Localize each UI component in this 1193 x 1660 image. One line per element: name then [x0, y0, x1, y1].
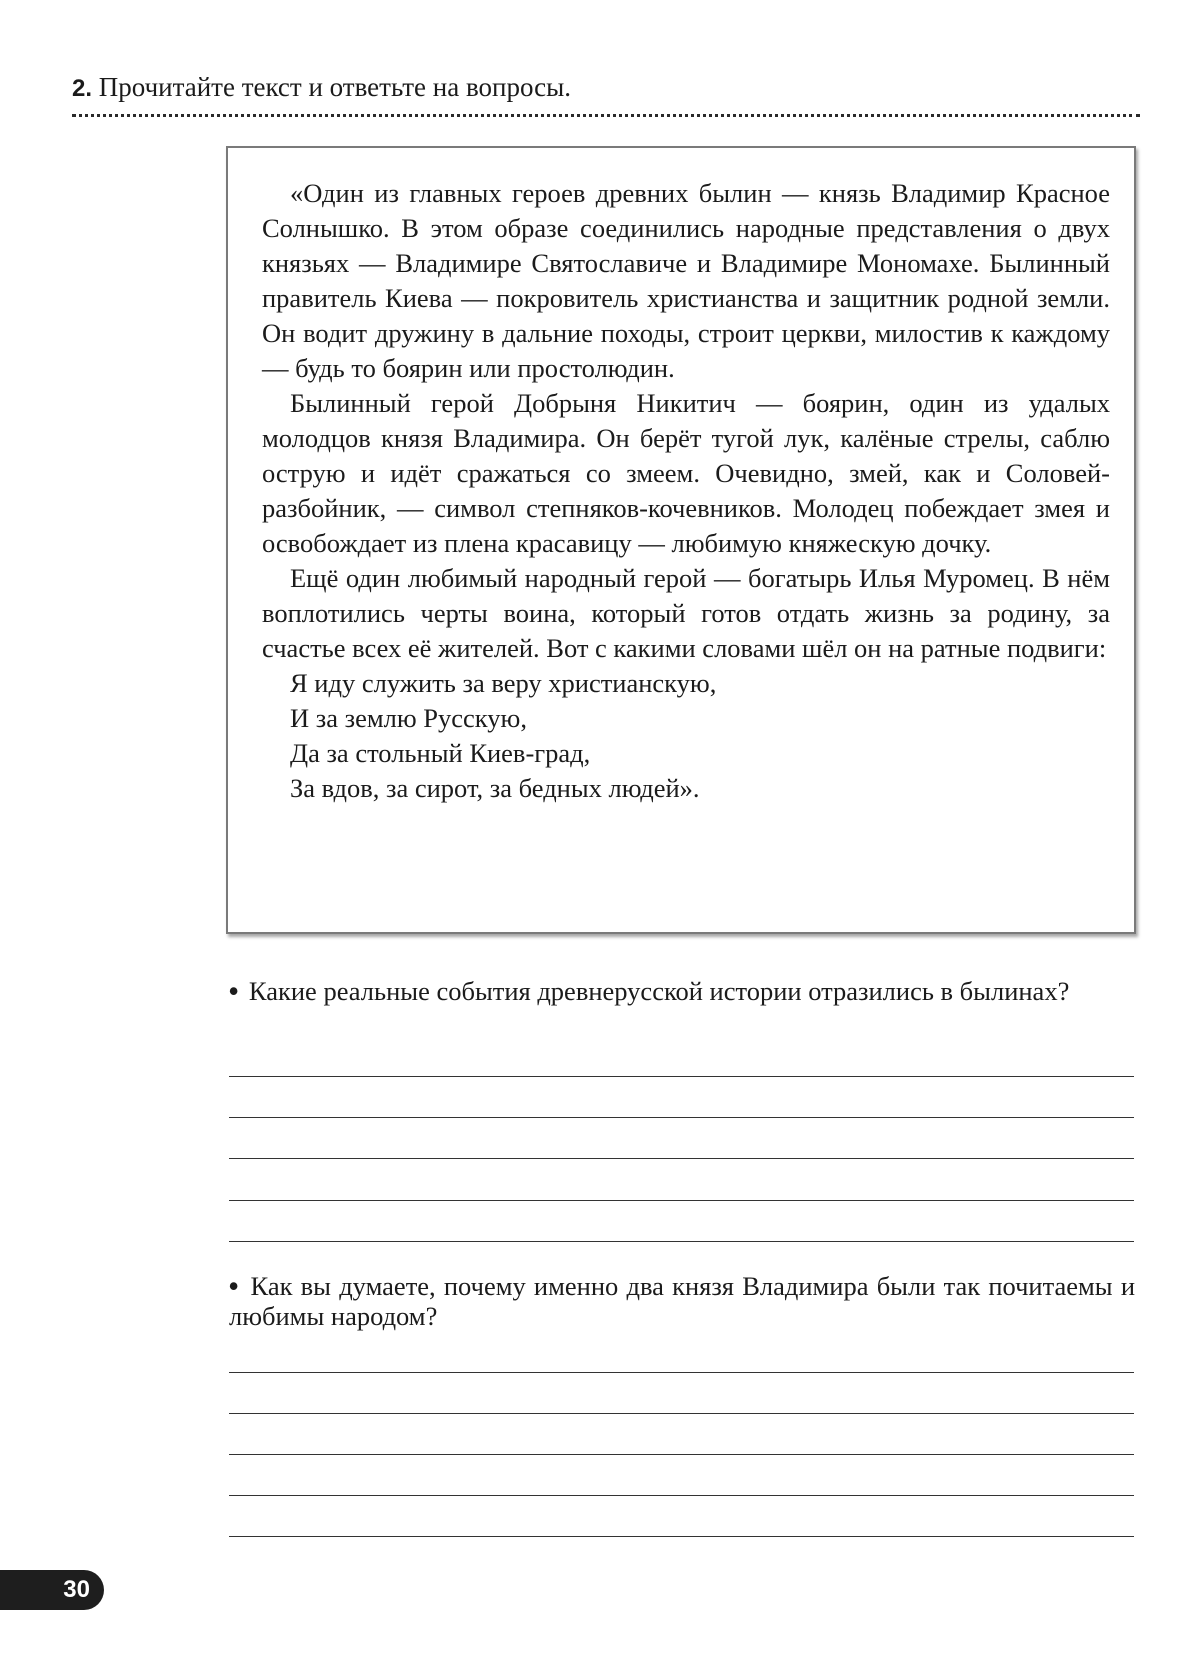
text-paragraph: Былинный герой Добрыня Никитич — боярин, один из удалых молодцов князя Владимира. Он берёт тугой лук, калёные стрелы, саблю острую и идёт сражаться со змеем. Очевидно, змей, как и Соловей-разбойник, — символ степняков-кочевников. Молодец побеждает змея и освобождает из плена красавицу — любимую княжескую дочку.	[262, 388, 1110, 558]
task-number: 2.	[72, 75, 93, 102]
answer-line[interactable]	[229, 1495, 1134, 1496]
dotted-divider	[72, 114, 1140, 117]
verse-line: За вдов, за сирот, за бедных людей».	[290, 773, 700, 803]
reading-text-box	[226, 146, 1136, 934]
bullet-icon: •	[229, 976, 239, 1006]
answer-line[interactable]	[229, 1117, 1134, 1118]
page-number: 30	[0, 1570, 104, 1610]
answer-line[interactable]	[229, 1158, 1134, 1159]
verse-line: Я иду служить за веру христианскую,	[290, 668, 717, 698]
answer-line[interactable]	[229, 1241, 1134, 1242]
answer-line[interactable]	[229, 1454, 1134, 1455]
answer-line[interactable]	[229, 1413, 1134, 1414]
answer-line[interactable]	[229, 1076, 1134, 1077]
task-instruction: Прочитайте текст и ответьте на вопросы.	[98, 72, 572, 102]
bullet-icon: •	[229, 1271, 239, 1301]
question-text: Какие реальные события древнерусской истории отразились в былинах?	[248, 976, 1070, 1006]
question-text: Как вы думаете, почему именно два князя Владимира были так почитаемы и любимы народом?	[229, 1271, 1136, 1331]
question-1	[229, 976, 1135, 1006]
task-header	[72, 70, 1142, 106]
verse-line: И за землю Русскую,	[290, 703, 527, 733]
text-paragraph: Ещё один любимый народный герой — богатырь Илья Муромец. В нём воплотились черты воина, который готов отдать жизнь за родину, за счастье всех её жителей. Вот с какими словами шёл он на ратные подвиги:	[262, 563, 1110, 663]
answer-line[interactable]	[229, 1536, 1134, 1537]
question-2	[229, 1271, 1135, 1331]
answer-line[interactable]	[229, 1200, 1134, 1201]
verse-line: Да за стольный Киев-град,	[290, 738, 591, 768]
reading-text	[262, 176, 1110, 806]
answer-line[interactable]	[229, 1372, 1134, 1373]
text-paragraph: «Один из главных героев древних былин — князь Владимир Красное Солнышко. В этом образе соединились народные представления о двух князьях — Владимире Святославиче и Владимире Мономахе. Былинный правитель Киева — покровитель христианства и защитник родной земли. Он водит дружину в дальние походы, строит церкви, милостив к каждому — будь то боярин или простолюдин.	[262, 178, 1110, 383]
